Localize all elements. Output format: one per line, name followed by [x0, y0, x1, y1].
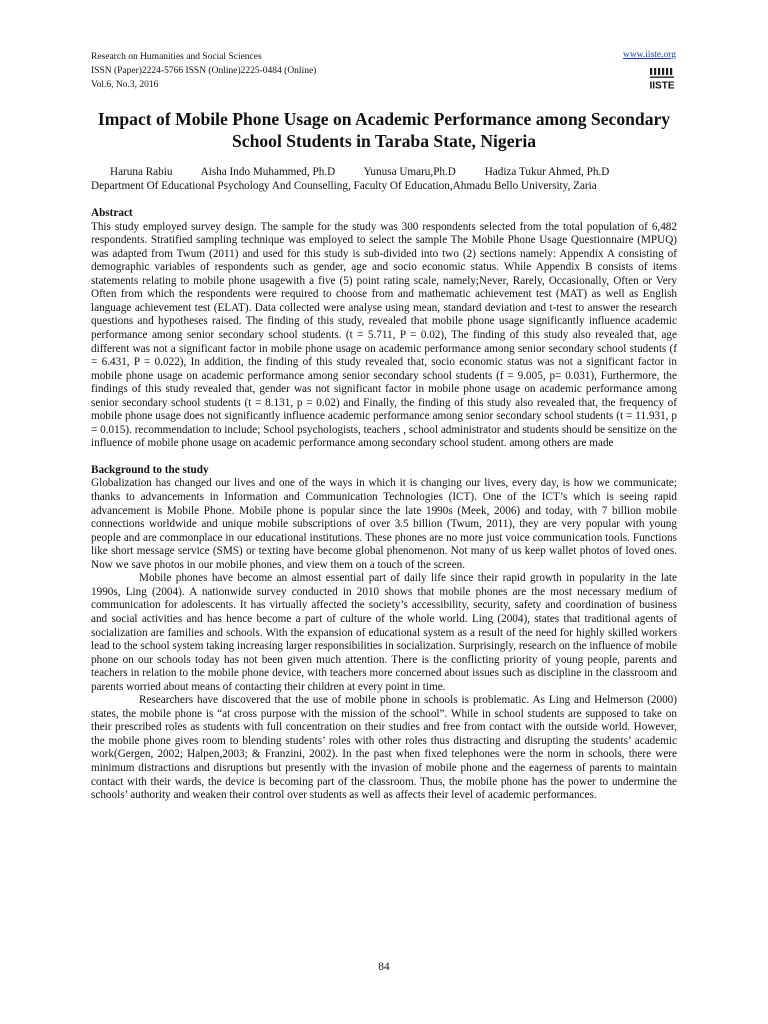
background-paragraph: Researchers have discovered that the use of mobile phone in schools is problematic. As Ling and Helmerson (2000) states, the mobile phone is “at cross purpose with the mission of the school”. While in school students are supposed to take on their prescribed roles as students with full concentration on their studies and free from contact with the outside world. However, the mobile phone gives room to blending students’ roles with other roles thus distracting and disrupting the students’ academic work(Gergen, 2002; Halpen,2003; & Franzini, 2002). In the past when fixed telephones were the norm in schools, there were minimum distractions and disruptions but presently with the invasion of mobile phone and the eagerness of parents to maintain contact with their wards, the device is becoming part of the classroom. Thus, the mobile phone has the power to undermine the schools’ authority and weaken their control over students as well as affects their level of academic performances. [91, 694, 677, 802]
author-list [110, 165, 635, 179]
page-number: 84 [378, 961, 390, 973]
journal-name: Research on Humanities and Social Sciences [91, 52, 262, 62]
journal-issn: ISSN (Paper)2224-5766 ISSN (Online)2225-0484 (Online) [91, 66, 317, 76]
iiste-logo-icon [649, 67, 675, 91]
author-name: Aisha Indo Muhammed, Ph.D [200, 166, 336, 178]
logo-text: IISTE [649, 80, 675, 91]
paper-title: Impact of Mobile Phone Usage on Academic Performance among Secondary School Students in Taraba State, Nigeria [97, 109, 671, 151]
author-name: Yunusa Umaru,Ph.D [363, 166, 456, 178]
author-name: Haruna Rabiu [110, 166, 173, 178]
paper-body [91, 207, 677, 803]
journal-website-link[interactable]: www.iiste.org [622, 50, 676, 60]
background-paragraph: Globalization has changed our lives and one of the ways in which it is changing our lives, every day, is how we communicate; thanks to advancements in Information and Communication Technologies (ICT). One of the ICT’s which is seeing rapid advancement is Mobile Phone. Mobile phone is popular since the late 1990s (Meek, 2006) and today, with 7 billion mobile connections worldwide and unique mobile subscriptions of over 3.5 billion (Twum, 2011), they are very popular with young people and are commonplace in our educational institutions. These phones are no more just voice communication tools. Functions like short message service (SMS) or texting have become global phenomenon. Not many of us keep wallet photos of loved ones. Now we save photos in our mobile phones, and view them on a touch of the screen. [91, 477, 677, 571]
abstract-heading: Abstract [91, 207, 133, 219]
author-affiliation: Department Of Educational Psychology And Counselling, Faculty Of Education,Ahmadu Bello University, Zaria [91, 180, 597, 192]
abstract-text: This study employed survey design. The sample for the study was 300 respondents selected from the total population of 6,482 respondents. Stratified sampling technique was employed to select the sample The Mobile Phone Usage Questionnaire (MPUQ) was adapted from Twum (2011) and used for this study is sub-divided into two (2) sections namely: Appendix A consisting of demographic variables of respondents such as gender, age and socio economic status. While Appendix B consists of items statements relating to mobile phone usagewith a five (5) point rating scale, namely;Never, Rarely, Occasionally, Often or Very Often from which the respondents were required to choose from and mathematic achievement test (MAT) as well as English language achievement test (ELAT). Data collected were analyse using mean, standard deviation and t-test to answer the research questions and hypotheses raised. The finding of this study, revealed that mobile phone usage significantly influence academic performance among senior secondary school students. (t = 5.711, P = 0.02), The finding of this study also revealed that, age different was not a significant factor in mobile phone usage on academic performance among senior secondary school students (f = 6.431, P = 0.022), In addition, the finding of this study revealed that, socio economic status was not a significant factor in mobile phone usage on academic performance among senior secondary school students (f = 9.005, p= 0.031), Furthermore, the findings of this study revealed that, gender was not significant factor in mobile phone usage on academic performance among senior secondary school students (t = 8.131, p = 0.02) and Finally, the finding of this study also revealed that, the frequency of mobile phone usage does not significantly influence academic performance among senior secondary school students (t = 11.931, p = 0.015). recommendation to include; School psychologists, teachers , school administrator and students should be sensitize on the influence of mobile phone usage on academic performance among secondary school student. among others are made [91, 220, 677, 450]
journal-volume: Vol.6, No.3, 2016 [91, 80, 159, 90]
background-heading: Background to the study [91, 463, 209, 476]
author-name: Hadiza Tukur Ahmed, Ph.D [484, 166, 610, 178]
background-paragraph: Mobile phones have become an almost essential part of daily life since their rapid growth in popularity in the late 1990s, Ling (2004). A nationwide survey conducted in 2010 shows that mobile phones are the most necessary medium of communication for adolescents. It has virtually affected the society’s accessibility, security, safety and coordination of business and social activities and has hence become a part of culture of the whole world. Ling (2004), states that traditional agents of socialization are families and schools. With the expansion of educational system as a result of the need for highly skilled workers lead to the school system taking increasing larger responsibilities in socialization. Surprisingly, research on the influence of mobile phone on our schools today has not been given much attention. There is the conflicting priority of young people, parents and teachers in relation to the mobile phone device, with teachers more concerned about issues such as discipline in the classroom and parents worried about means of contacting their children at every point in time. [91, 572, 677, 693]
journal-header [91, 50, 316, 92]
